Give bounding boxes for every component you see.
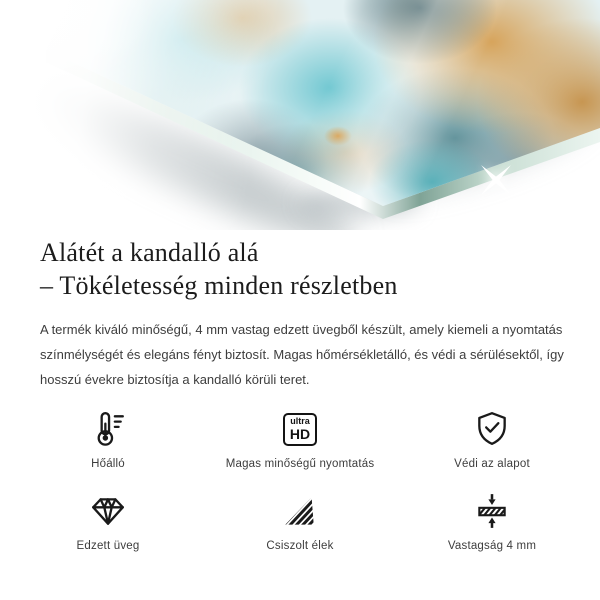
page-title-line2: – Tökéletesség minden részletben: [40, 271, 398, 300]
feature-label: Hőálló: [91, 458, 125, 470]
page-title: [40, 236, 600, 302]
diamond-icon: [89, 489, 127, 533]
sparkle-icon: [474, 158, 518, 202]
feature-base-protection: [396, 407, 588, 470]
ultra-hd-icon: [283, 407, 317, 451]
feature-print-quality: [204, 407, 396, 470]
shield-check-icon: [473, 407, 511, 451]
feature-label: Csiszolt élek: [266, 540, 334, 552]
thermometer-icon: [89, 407, 127, 451]
page-title-line1: Alátét a kandalló alá: [40, 238, 259, 267]
product-image: [0, 0, 600, 230]
features-grid: [0, 407, 600, 552]
ultra-hd-text-bottom: HD: [289, 425, 311, 442]
feature-heat-resistant: [12, 407, 204, 470]
ultra-hd-text-top: ultra: [290, 415, 310, 426]
thickness-icon: [473, 489, 511, 533]
product-description-text: A termék kiváló minőségű, 4 mm vastag edzett üvegből készült, amely kiemeli a nyomtatás színmélységét és elegáns fényt biztosít. Magas hőmérsékletálló, és védi a sérülésektől, így hosszú évekre biztosítja a kandalló körüli teret.: [40, 322, 564, 387]
polished-edges-icon: [281, 489, 319, 533]
feature-label: Vastagság 4 mm: [447, 540, 537, 552]
feature-label: Védi az alapot: [454, 458, 530, 470]
feature-tempered-glass: [12, 489, 204, 552]
feature-label: Magas minőségű nyomtatás: [225, 458, 375, 470]
feature-polished-edges: [204, 489, 396, 552]
feature-label: Edzett üveg: [76, 540, 140, 552]
feature-thickness: [396, 489, 588, 552]
